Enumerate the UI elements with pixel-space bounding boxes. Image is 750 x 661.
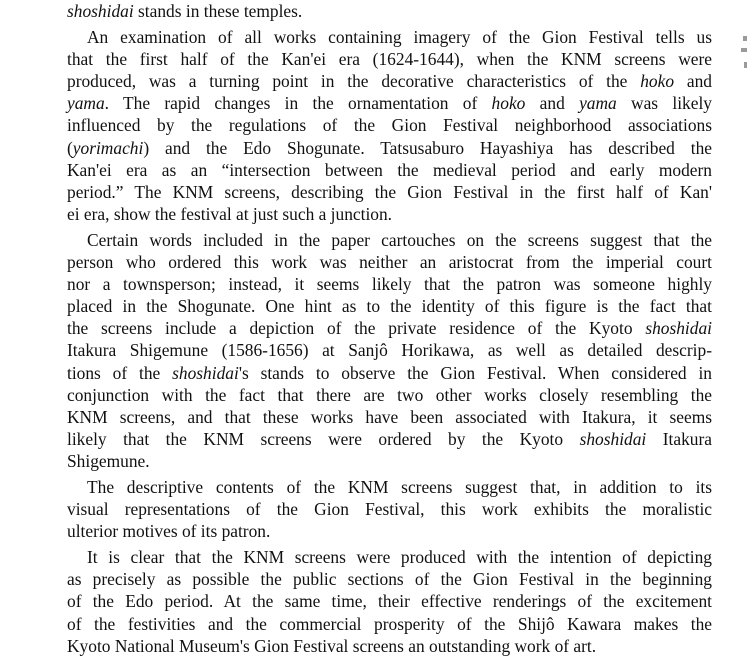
text-line: ei era, show the festival at just such a junction. xyxy=(67,203,393,224)
text-line xyxy=(67,0,712,22)
text-span: stands in these temples. xyxy=(133,1,303,21)
text-span: the screens include a depiction of the private residence of the Kyoto xyxy=(67,318,646,339)
text-line xyxy=(67,92,712,114)
top-fragment-paragraph xyxy=(67,0,712,22)
italic-term: yama xyxy=(579,93,617,114)
text-span: 's stands to observe the Gion Festival. When considered in xyxy=(238,362,712,383)
text-line: influenced by the regulations of the Gion Festival neighborhood associations xyxy=(67,115,712,136)
text-line: person who ordered this work was neither an aristocrat from the imperial court xyxy=(67,252,712,273)
text-span: and xyxy=(674,71,712,92)
italic-term: shoshidai xyxy=(645,318,712,339)
italic-term: hoko xyxy=(491,93,526,114)
body-text xyxy=(67,0,712,661)
italic-term: yama xyxy=(67,93,105,114)
text-span: ) and the Edo Shogunate. Tatsusaburo Hayashiya has described the xyxy=(143,137,712,158)
paragraph-3 xyxy=(67,476,712,542)
text-line: An examination of all works containing imagery of the Gion Festival tells us xyxy=(87,27,712,48)
text-line: placed in the Shogunate. One hint as to the identity of this figure is the fact that xyxy=(67,296,712,317)
text-line: It is clear that the KNM screens were produced with the intention of depicting xyxy=(87,547,712,568)
text-line: Kan'ei era as an “intersection between the medieval period and early modern xyxy=(67,159,712,180)
text-line: The descriptive contents of the KNM screens suggest that, in addition to its xyxy=(87,476,712,497)
text-line: Shigemune. xyxy=(67,450,150,471)
text-line xyxy=(67,317,712,339)
text-line: period.” The KNM screens, describing the Gion Festival in the first half of Kan' xyxy=(67,181,712,202)
paragraph-2 xyxy=(67,229,712,472)
text-span: . The rapid changes in the ornamentation of xyxy=(104,93,492,114)
edge-speck xyxy=(741,48,747,52)
text-line: of the Edo period. At the same time, their effective renderings of the excitement xyxy=(67,591,712,612)
italic-term: yorimachi xyxy=(72,137,144,158)
text-line xyxy=(67,137,712,159)
text-span: was likely xyxy=(616,93,712,114)
italic-term: shoshidai xyxy=(579,428,647,449)
text-span: likely that the KNM screens were ordered by the Kyoto xyxy=(67,428,580,449)
text-line xyxy=(67,362,712,384)
edge-speck xyxy=(743,36,747,41)
text-line: Itakura Shigemune (1586-1656) at Sanjô Horikawa, as well as detailed descrip- xyxy=(67,340,712,361)
text-line: ulterior motives of its patron. xyxy=(67,521,271,542)
text-line: of the festivities and the commercial prosperity of the Shijô Kawara makes the xyxy=(67,613,712,634)
text-span: Itakura xyxy=(646,428,712,449)
scan-edge-artifact xyxy=(739,36,750,80)
text-line xyxy=(67,428,712,450)
italic-term: shoshidai xyxy=(67,1,134,21)
text-line: KNM screens, and that these works have been associated with Itakura, it seems xyxy=(67,406,712,427)
edge-speck xyxy=(744,62,747,68)
text-span: and xyxy=(525,93,580,114)
text-line: nor a townsperson; instead, it seems likely that the patron was someone highly xyxy=(67,274,712,295)
text-line: conjunction with the fact that there are two other works closely resembling the xyxy=(67,384,712,405)
italic-term: shoshidai xyxy=(172,362,239,383)
text-line: that the first half of the Kan'ei era (1624-1644), when the KNM screens were xyxy=(67,49,712,70)
italic-term: hoko xyxy=(640,71,675,92)
text-line: as precisely as possible the public sections of the Gion Festival in the beginning xyxy=(67,569,712,590)
text-line: Certain words included in the paper cartouches on the screens suggest that the xyxy=(87,229,712,250)
text-span: produced, was a turning point in the decorative characteristics of the xyxy=(67,71,641,92)
text-line: Kyoto National Museum's Gion Festival screens an outstanding work of art. xyxy=(67,635,597,656)
text-line: visual representations of the Gion Festival, this work exhibits the moralistic xyxy=(67,499,712,520)
paragraph-4 xyxy=(67,546,712,656)
paragraph-1 xyxy=(67,26,712,225)
text-line xyxy=(67,70,712,92)
text-span: ( xyxy=(67,137,73,158)
text-span: tions of the xyxy=(67,362,173,383)
